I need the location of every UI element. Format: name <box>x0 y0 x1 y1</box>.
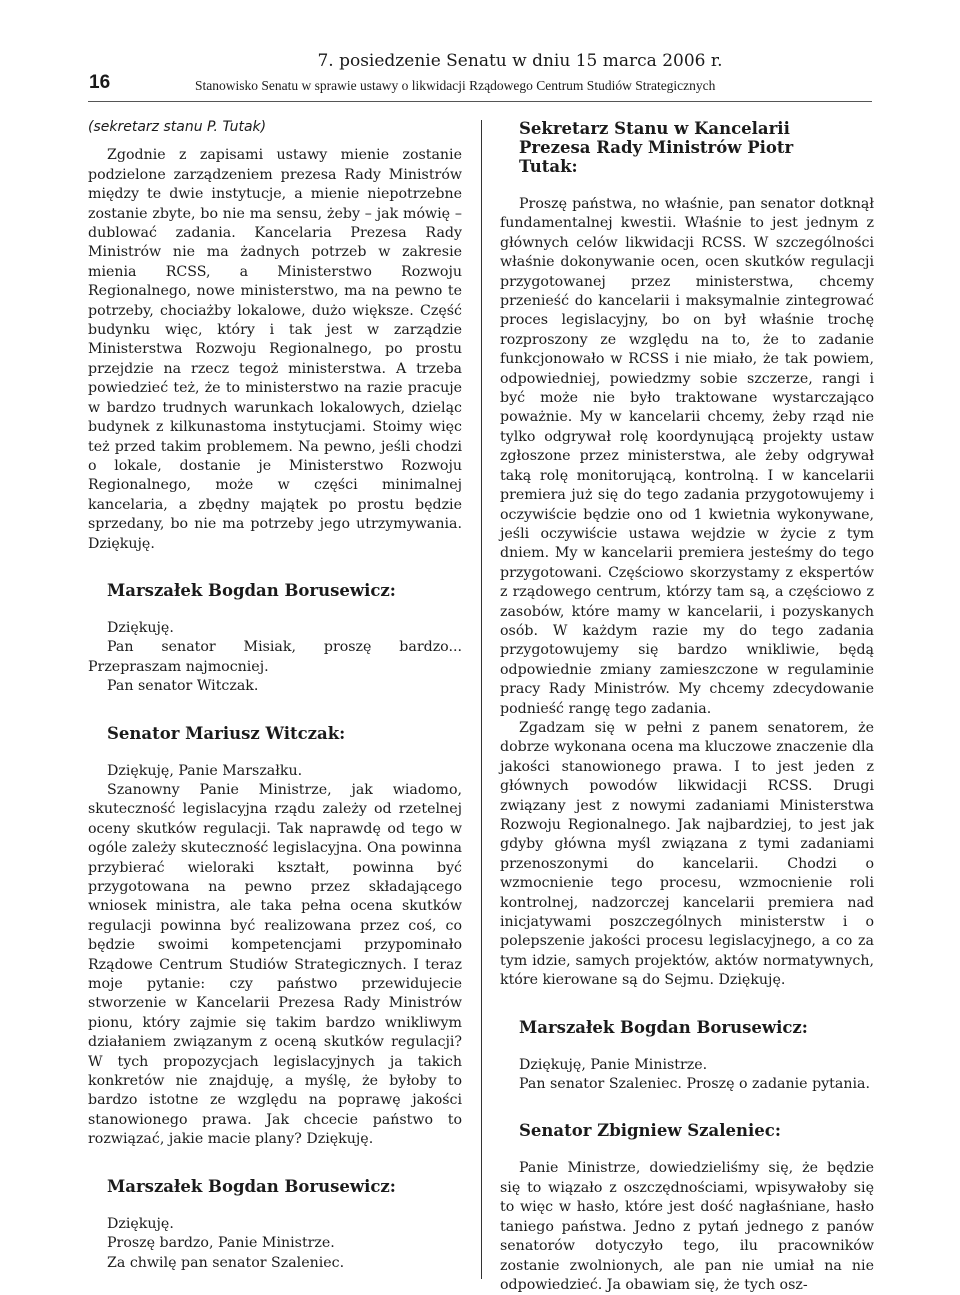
paragraph: Zgodnie z zapisami ustawy mienie zostanie podzielone zarządzeniem prezesa Rady Ministrów między te dwie instytucje, a mienie niepotrzebne zostanie zbyte, bo nie ma sensu, żeby – jak mówię – dublować zadania. Kancelaria Prezesa Rady Ministrów nie ma żadnych potrzeb w zakresie mienia RCSS, a Ministerstwo Rozwoju Regionalnego, nowe ministerstwo, ma na pewno te potrzeby, chociażby lokalowe, dużo większe. Część budynku więc, który i tak jest w zarządzie Ministerstwa Rozwoju Regionalnego, po prostu przejdzie na rzecz tegoż ministerstwa. A trzeba powiedzieć też, że to ministerstwo na razie pracuje w bardzo trudnych warunkach lokalowych, dzieląc budynek z kilkunastoma instytucjami. Stoimy więc też przed takim problemem. Na pewno, jeśli chodzi o lokale, dostanie je Ministerstwo Rozwoju Regionalnego, może w części minimalnej kancelaria, a zbędny majątek po prostu będzie sprzedany, bo nie ma potrzeby jego utrzymywania. Dziękuję. <box>88 147 462 552</box>
speaker-heading: Marszałek Bogdan Borusewicz: <box>519 1017 808 1037</box>
page-number: 16 <box>89 72 111 93</box>
paragraph: Za chwilę pan senator Szaleniec. <box>107 1254 345 1271</box>
speaker-heading: Senator Zbigniew Szaleniec: <box>519 1121 781 1141</box>
running-subtitle: Stanowisko Senatu w sprawie ustawy o likwidacji Rządowego Centrum Studiów Strategicznych <box>195 78 716 93</box>
spacer <box>88 554 462 581</box>
paragraph: Dziękuję, Panie Ministrze. <box>519 1056 708 1073</box>
spacer <box>500 1094 874 1121</box>
paragraph: Proszę bardzo, Panie Ministrze. <box>107 1235 335 1252</box>
spacer <box>88 1150 462 1177</box>
speaker-heading: Sekretarz Stanu w Kancelarii Prezesa Rady Ministrów Piotr Tutak: <box>519 119 794 176</box>
paragraph: Panie Ministrze, dowiedzieliśmy się, że będzie się to wiązało z oszczędnościami, wpisywałoby się to więc w hasło, które jest dość nagłaśniane, hasło taniego państwa. Jedno z pytań jednego z panów senatorów dotyczyło tego, ilu pracowników zostanie zwolnionych, ale pan nie umiał na nie odpowiedzieć. Ja obawiam się, że tych osz- <box>500 1160 874 1293</box>
right-column <box>500 119 874 1295</box>
left-column <box>88 118 462 1273</box>
spacer <box>500 991 874 1018</box>
spacer <box>88 697 462 724</box>
column-divider <box>481 120 482 1279</box>
paragraph: Szanowny Panie Ministrze, jak wiadomo, skuteczność legislacyjna rządu zależy od rzetelnej oceny skutków regulacji. Tak naprawdę od tego w ogóle zależy skuteczność legislacyjna. Ona powinna przybierać wieloraki kształt, powinna być przygotowana na pewno przez składającego wniosek ministra, ale taka pełna ocena skutków regulacji powinna być realizowana przez coś, co będzie swoimi kompetencjami przypominało Rządowe Centrum Studiów Strategicznych. I teraz moje pytanie: czy państwo przewidujecie stworzenie w Kancelarii Prezesa Rady Ministrów pionu, który zajmie się takim bardzo wnikliwym działaniem związanym z oceną skutków regulacji? W tych propozycjach legislacyjnych ja takich konkretów nie znajduję, a myślę, że byłoby to bardzo istotne ze względu na poprawę jakości stanowionego prawa. Jak chcecie państwo to rozwiązać, jakie macie plany? Dziękuję. <box>88 781 462 1148</box>
paragraph: Pan senator Witczak. <box>107 678 259 695</box>
paragraph: Dziękuję. <box>107 619 174 636</box>
speaker-heading: Senator Mariusz Witczak: <box>107 723 346 743</box>
header-divider <box>88 101 872 102</box>
session-title: 7. posiedzenie Senatu w dniu 15 marca 2006 r. <box>317 51 723 71</box>
paragraph: Pan senator Szaleniec. Proszę o zadanie pytania. <box>519 1076 870 1093</box>
speaker-heading: Marszałek Bogdan Borusewicz: <box>107 580 396 600</box>
paragraph: Pan senator Misiak, proszę bardzo... Przepraszam najmocniej. <box>88 639 462 675</box>
paragraph: Dziękuję, Panie Marszałku. <box>107 762 303 779</box>
paragraph: Proszę państwa, no właśnie, pan senator dotknął fundamentalnej kwestii. Właśnie to jest jednym z głównych celów likwidacji RCSS. W szczególności właśnie dokonywanie ocen, ocen skutków regulacji przygotowanej przez ministerstwa, chcemy przenieść do kancelarii i maksymalnie zintegrować proces legislacyjny, bo on był właśnie trochę rozproszony ze względu na to, że to zadanie funkcjonowało w RCSS i nie miało, że tak powiem, odpowiedniej, powiedzmy sobie szczerze, rangi i być może nie było traktowane wystarczająco poważnie. My w kancelarii chcemy, żeby rząd nie tylko odgrywał rolę koordynującą projekty ustaw zgłoszone przez ministerstwa, ale żeby odgrywał taką rolę monitorującą, kontrolną. I w kancelarii premiera już się do tego zadania przygotowujemy i oczywiście będzie ono od 1 kwietnia wykonywane, jeśli oczywiście ustawa wejdzie w życie z tym dniem. My w kancelarii premiera jesteśmy do tego przygotowani. Częściowo skorzystamy z ekspertów z rządowego centrum, którzy tam są, a częściowo z zasobów, które mamy w kancelarii, i pozyskanych osób. W każdym razie my do tego zadania przygotowujemy się bardzo wnikliwie, będą odpowiednie zmiany zamieszczone w regulaminie pracy Rady Ministrów. My chcemy zdecydowanie podnieść rangę tego zadania. <box>500 196 874 717</box>
paragraph: Zgadzam się w pełni z panem senatorem, że dobrze wykonana ocena ma kluczowe znaczenie dla jakości stanowionego prawa. I to jest jeden z głównych powodów likwidacji RCSS. Drugi związany jest z nowymi zadaniami Ministerstwa Rozwoju Regionalnego. Jak najbardziej, to jest jak gdyby główna myśl związana z tymi zadaniami przenoszonymi do kancelarii. Chodzi o wzmocnienie tego procesu, wzmocnienie roli kontrolnej, nadzorczej kancelarii premiera nad inicjatywami poszczególnych ministerstw i o polepszenie jakości procesu legislacyjnego, a co za tym idzie, samych projektów, aktów normatywnych, które kierowane są do Sejmu. Dziękuję. <box>500 719 874 989</box>
speaker-continuation-note: (sekretarz stanu P. Tutak) <box>88 119 267 135</box>
speaker-heading: Marszałek Bogdan Borusewicz: <box>107 1176 396 1196</box>
paragraph: Dziękuję. <box>107 1215 174 1232</box>
